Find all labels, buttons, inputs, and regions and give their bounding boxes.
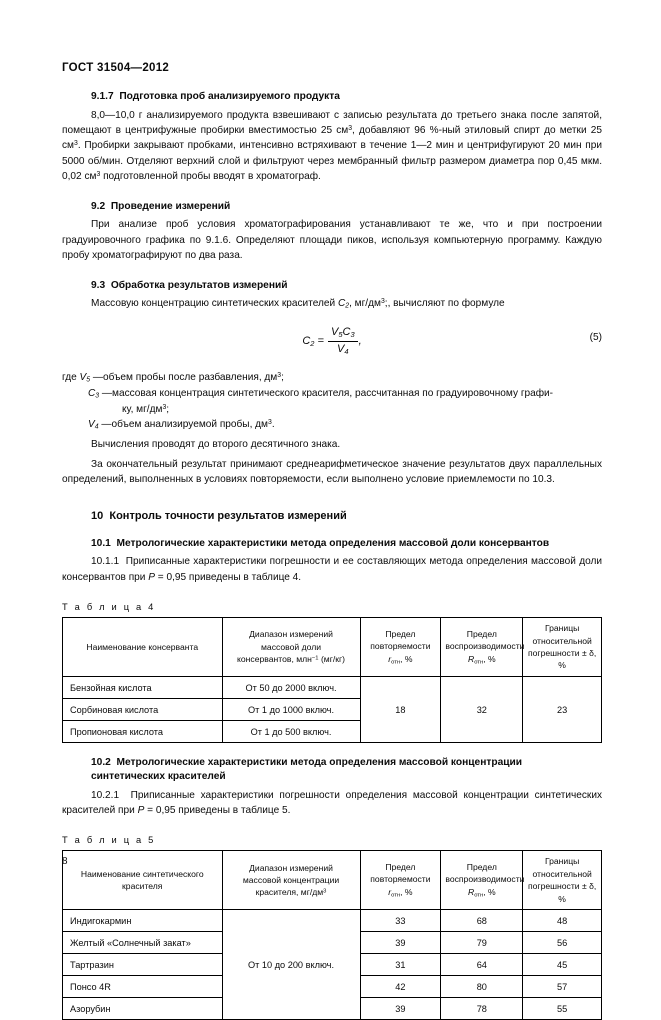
paragraph-9-3-intro bbox=[62, 296, 602, 312]
table-5-col-reproducibility: Предел воспроизводимости $R_{отн}$, % bbox=[441, 851, 523, 910]
legend-text-v5: объем пробы после разбавления, $дм^3$; bbox=[103, 372, 284, 384]
table-4-cell-r: 18 bbox=[360, 677, 441, 743]
page-number: 8 bbox=[62, 856, 68, 867]
table-5-cell-delta-4: 55 bbox=[523, 998, 602, 1020]
intro-sup: 3 bbox=[380, 298, 385, 306]
formula-comma: , bbox=[358, 334, 362, 347]
legend-text-c3-continuation: ку, $мг/дм^3$; bbox=[122, 404, 170, 416]
formula-numerator: $V_5C_3$ bbox=[328, 326, 358, 341]
table-5-cell-delta-2: 45 bbox=[523, 954, 602, 976]
table-5-cell-R-2: 64 bbox=[441, 954, 523, 976]
para-917-part3: . Пробирки закрывают пробками, интенсивно встряхивают в течение 1—2 мин и центрифугируют 20 мин при 5000 об/мин. Отделяют верхний слой и фильтруют через мембранный фильтр размером диаметра пор 0,45 мкм. 0,02 см bbox=[62, 140, 602, 183]
table-5-cell-delta-3: 57 bbox=[523, 976, 602, 998]
para-1011-part1: Приписанные характеристики погрешности и ее составляющих метода определения массовой доли консервантов при bbox=[62, 556, 603, 583]
para-1011-italic: P bbox=[148, 571, 155, 583]
table-4-col-reproducibility: Предел воспроизводимости $R_{отн}$, % bbox=[441, 618, 523, 677]
para-917-part2: , добавляют 96 %-ный этиловый спирт до метки 25 см bbox=[62, 125, 602, 152]
table-5 bbox=[62, 850, 602, 1020]
para-1011-number: 10.1.1 bbox=[91, 556, 120, 568]
table-4-cell-name-1: Сорбиновая кислота bbox=[63, 699, 223, 721]
paragraph-10-2-1 bbox=[62, 788, 602, 819]
table-5-cell-R-0: 68 bbox=[441, 910, 523, 932]
table-5-col-name: Наименование синтетического красителя bbox=[63, 851, 223, 910]
table-5-cell-r-1: 39 bbox=[360, 932, 441, 954]
table-4-col-range: Диапазон измерений массовой доли консервантов, млн$^{-1}$ (мг/кг) bbox=[222, 618, 360, 677]
para-917-part4: подготовленной пробы вводят в хроматограф. bbox=[100, 171, 321, 183]
legend-text-c3: массовая концентрация синтетического красителя, рассчитанная по градуировочному графи- bbox=[112, 388, 554, 400]
table-4-cell-range-1: От 1 до 1000 включ. bbox=[222, 699, 360, 721]
table-4-cell-range-2: От 1 до 500 включ. bbox=[222, 721, 360, 743]
table-5-col-error-limits: Границы относительной погрешности ± δ, % bbox=[523, 851, 602, 910]
heading-9-3-text: Обработка результатов измерений bbox=[110, 280, 288, 292]
table-4-cell-name-2: Пропионовая кислота bbox=[63, 721, 223, 743]
para-1011-part2: = 0,95 приведены в таблице 4. bbox=[154, 571, 302, 583]
intro-part1: Массовую концентрацию синтетических красителей bbox=[91, 297, 338, 309]
para-917-sup2: 3 bbox=[74, 140, 78, 148]
table-4-caption: Т а б л и ц а 4 bbox=[62, 602, 156, 613]
formula-block bbox=[62, 324, 602, 366]
heading-10-text: Контроль точности результатов измерений bbox=[109, 510, 347, 523]
heading-9-1-7-number: 9.1.7 bbox=[91, 91, 114, 102]
document-header: ГОСТ 31504—2012 bbox=[62, 62, 170, 74]
table-4-col-repeatability: Предел повторяемости $r_{отн}$, % bbox=[360, 618, 441, 677]
formula-lhs: $C_2$ bbox=[302, 334, 315, 348]
formula-legend bbox=[62, 370, 602, 433]
table-5-col-repeatability: Предел повторяемости $r_{отн}$, % bbox=[360, 851, 441, 910]
table-row bbox=[63, 910, 602, 932]
intro-part2: , мг/дм bbox=[349, 297, 381, 309]
heading-9-1-7-text: Подготовка проб анализируемого продукта bbox=[119, 91, 340, 102]
legend-item-c3: $C_3$ — массовая концентрация синтетического красителя, рассчитанная по градуировочному графи- bbox=[62, 386, 602, 402]
table-5-cell-r-2: 31 bbox=[360, 954, 441, 976]
heading-10-number: 10 bbox=[91, 510, 104, 523]
para-1021-part1: Приписанные характеристики погрешности определения массовой концентрации синтетических красителей при bbox=[62, 789, 603, 816]
table-5-cell-r-3: 42 bbox=[360, 976, 441, 998]
table-4-cell-R: 32 bbox=[441, 677, 523, 743]
heading-10-1 bbox=[62, 537, 602, 551]
table-4 bbox=[62, 617, 602, 743]
heading-10-2-text-line1: Метрологические характеристики метода определения массовой концентрации bbox=[116, 757, 523, 769]
table-4-col-name: Наименование консерванта bbox=[63, 618, 223, 677]
heading-section-10 bbox=[62, 509, 602, 524]
heading-10-2-text-line2: синтетических красителей bbox=[91, 771, 226, 783]
legend-text-v4: объем анализируемой пробы, $дм^3$. bbox=[111, 419, 275, 431]
table-5-cell-delta-1: 56 bbox=[523, 932, 602, 954]
legend-intro: где bbox=[62, 372, 80, 384]
paragraph-9-2: При анализе проб условия хроматографирования устанавливают те же, что и при построении градуировочного графика по 9.1.6. Определяют площади пиков, используя компьютерную программу. Каждую пробу хроматографируют по два раза. bbox=[62, 219, 602, 261]
table-5-cell-R-4: 78 bbox=[441, 998, 523, 1020]
table-5-cell-R-1: 79 bbox=[441, 932, 523, 954]
heading-9-2 bbox=[62, 200, 602, 214]
table-5-cell-delta-0: 48 bbox=[523, 910, 602, 932]
table-5-cell-r-0: 33 bbox=[360, 910, 441, 932]
intro-part3: ;, вычисляют по формуле bbox=[384, 297, 505, 309]
formula-number: (5) bbox=[589, 332, 602, 344]
para-1021-italic: P bbox=[137, 804, 145, 816]
heading-9-3 bbox=[62, 279, 602, 293]
heading-9-2-text: Проведение измерений bbox=[110, 201, 231, 213]
page-content bbox=[62, 0, 602, 1020]
formula-denominator: $V_4$ bbox=[337, 342, 349, 356]
intro-symbol: $C_2$ bbox=[337, 297, 350, 310]
paragraph-9-1-7 bbox=[62, 108, 602, 185]
paragraph-rounding: Вычисления проводят до второго десятичного знака. bbox=[91, 439, 341, 451]
paragraph-final-result: За окончательный результат принимают среднеарифметическое значение результатов двух параллельных определений, выполненных в условиях повторяемости, если выполнено условие приемлемости по 10.3. bbox=[62, 458, 602, 485]
para-917-sup1: 3 bbox=[348, 125, 353, 133]
legend-item-v5: где $V_5$ — объем пробы после разбавления, $дм^3$; bbox=[62, 370, 602, 386]
table-5-cell-name-1: Желтый «Солнечный закат» bbox=[63, 932, 223, 954]
table-5-cell-range: От 10 до 200 включ. bbox=[222, 910, 360, 1020]
heading-10-2-number: 10.2 bbox=[91, 757, 111, 769]
heading-10-2 bbox=[62, 756, 602, 785]
table-4-cell-range-0: От 50 до 2000 включ. bbox=[222, 677, 360, 699]
formula-5 bbox=[62, 326, 602, 356]
table-4-cell-name-0: Бензойная кислота bbox=[63, 677, 223, 699]
table-5-cell-R-3: 80 bbox=[441, 976, 523, 998]
legend-item-v4: $V_4$ — объем анализируемой пробы, $дм^3$. bbox=[62, 417, 602, 433]
para-917-part1: 8,0—10,0 г анализируемого продукта взвешивают с записью результата до третьего знака после запятой, помещают в центрифужные пробирки вместимостью 25 см bbox=[62, 109, 602, 137]
table-row bbox=[63, 677, 602, 699]
formula-fraction bbox=[328, 326, 358, 356]
table-5-col-range: Диапазон измерений массовой концентрации красителя, $мг/дм^3$ bbox=[222, 851, 360, 910]
para-1021-part2: = 0,95 приведены в таблице 5. bbox=[144, 804, 291, 816]
table-5-cell-name-4: Азорубин bbox=[63, 998, 223, 1020]
table-5-cell-name-3: Понсо 4R bbox=[63, 976, 223, 998]
heading-9-1-7 bbox=[62, 90, 602, 104]
table-4-header-row bbox=[63, 618, 602, 677]
heading-9-2-number: 9.2 bbox=[91, 201, 106, 213]
table-4-col-error-limits: Границы относительной погрешности ± δ, % bbox=[523, 618, 602, 677]
table-5-cell-name-2: Тартразин bbox=[63, 954, 223, 976]
para-917-sup3: 3 bbox=[96, 171, 101, 179]
table-5-header-row bbox=[63, 851, 602, 910]
table-5-cell-name-0: Индигокармин bbox=[63, 910, 223, 932]
formula-equals: = bbox=[317, 334, 324, 347]
heading-9-3-number: 9.3 bbox=[91, 280, 106, 292]
table-4-cell-delta: 23 bbox=[523, 677, 602, 743]
para-1021-number: 10.2.1 bbox=[91, 789, 120, 801]
table-5-cell-r-4: 39 bbox=[360, 998, 441, 1020]
heading-10-1-text: Метрологические характеристики метода определения массовой доли консервантов bbox=[116, 538, 550, 550]
paragraph-10-1-1 bbox=[62, 554, 602, 585]
heading-10-1-number: 10.1 bbox=[91, 538, 111, 550]
table-5-caption: Т а б л и ц а 5 bbox=[62, 835, 156, 846]
